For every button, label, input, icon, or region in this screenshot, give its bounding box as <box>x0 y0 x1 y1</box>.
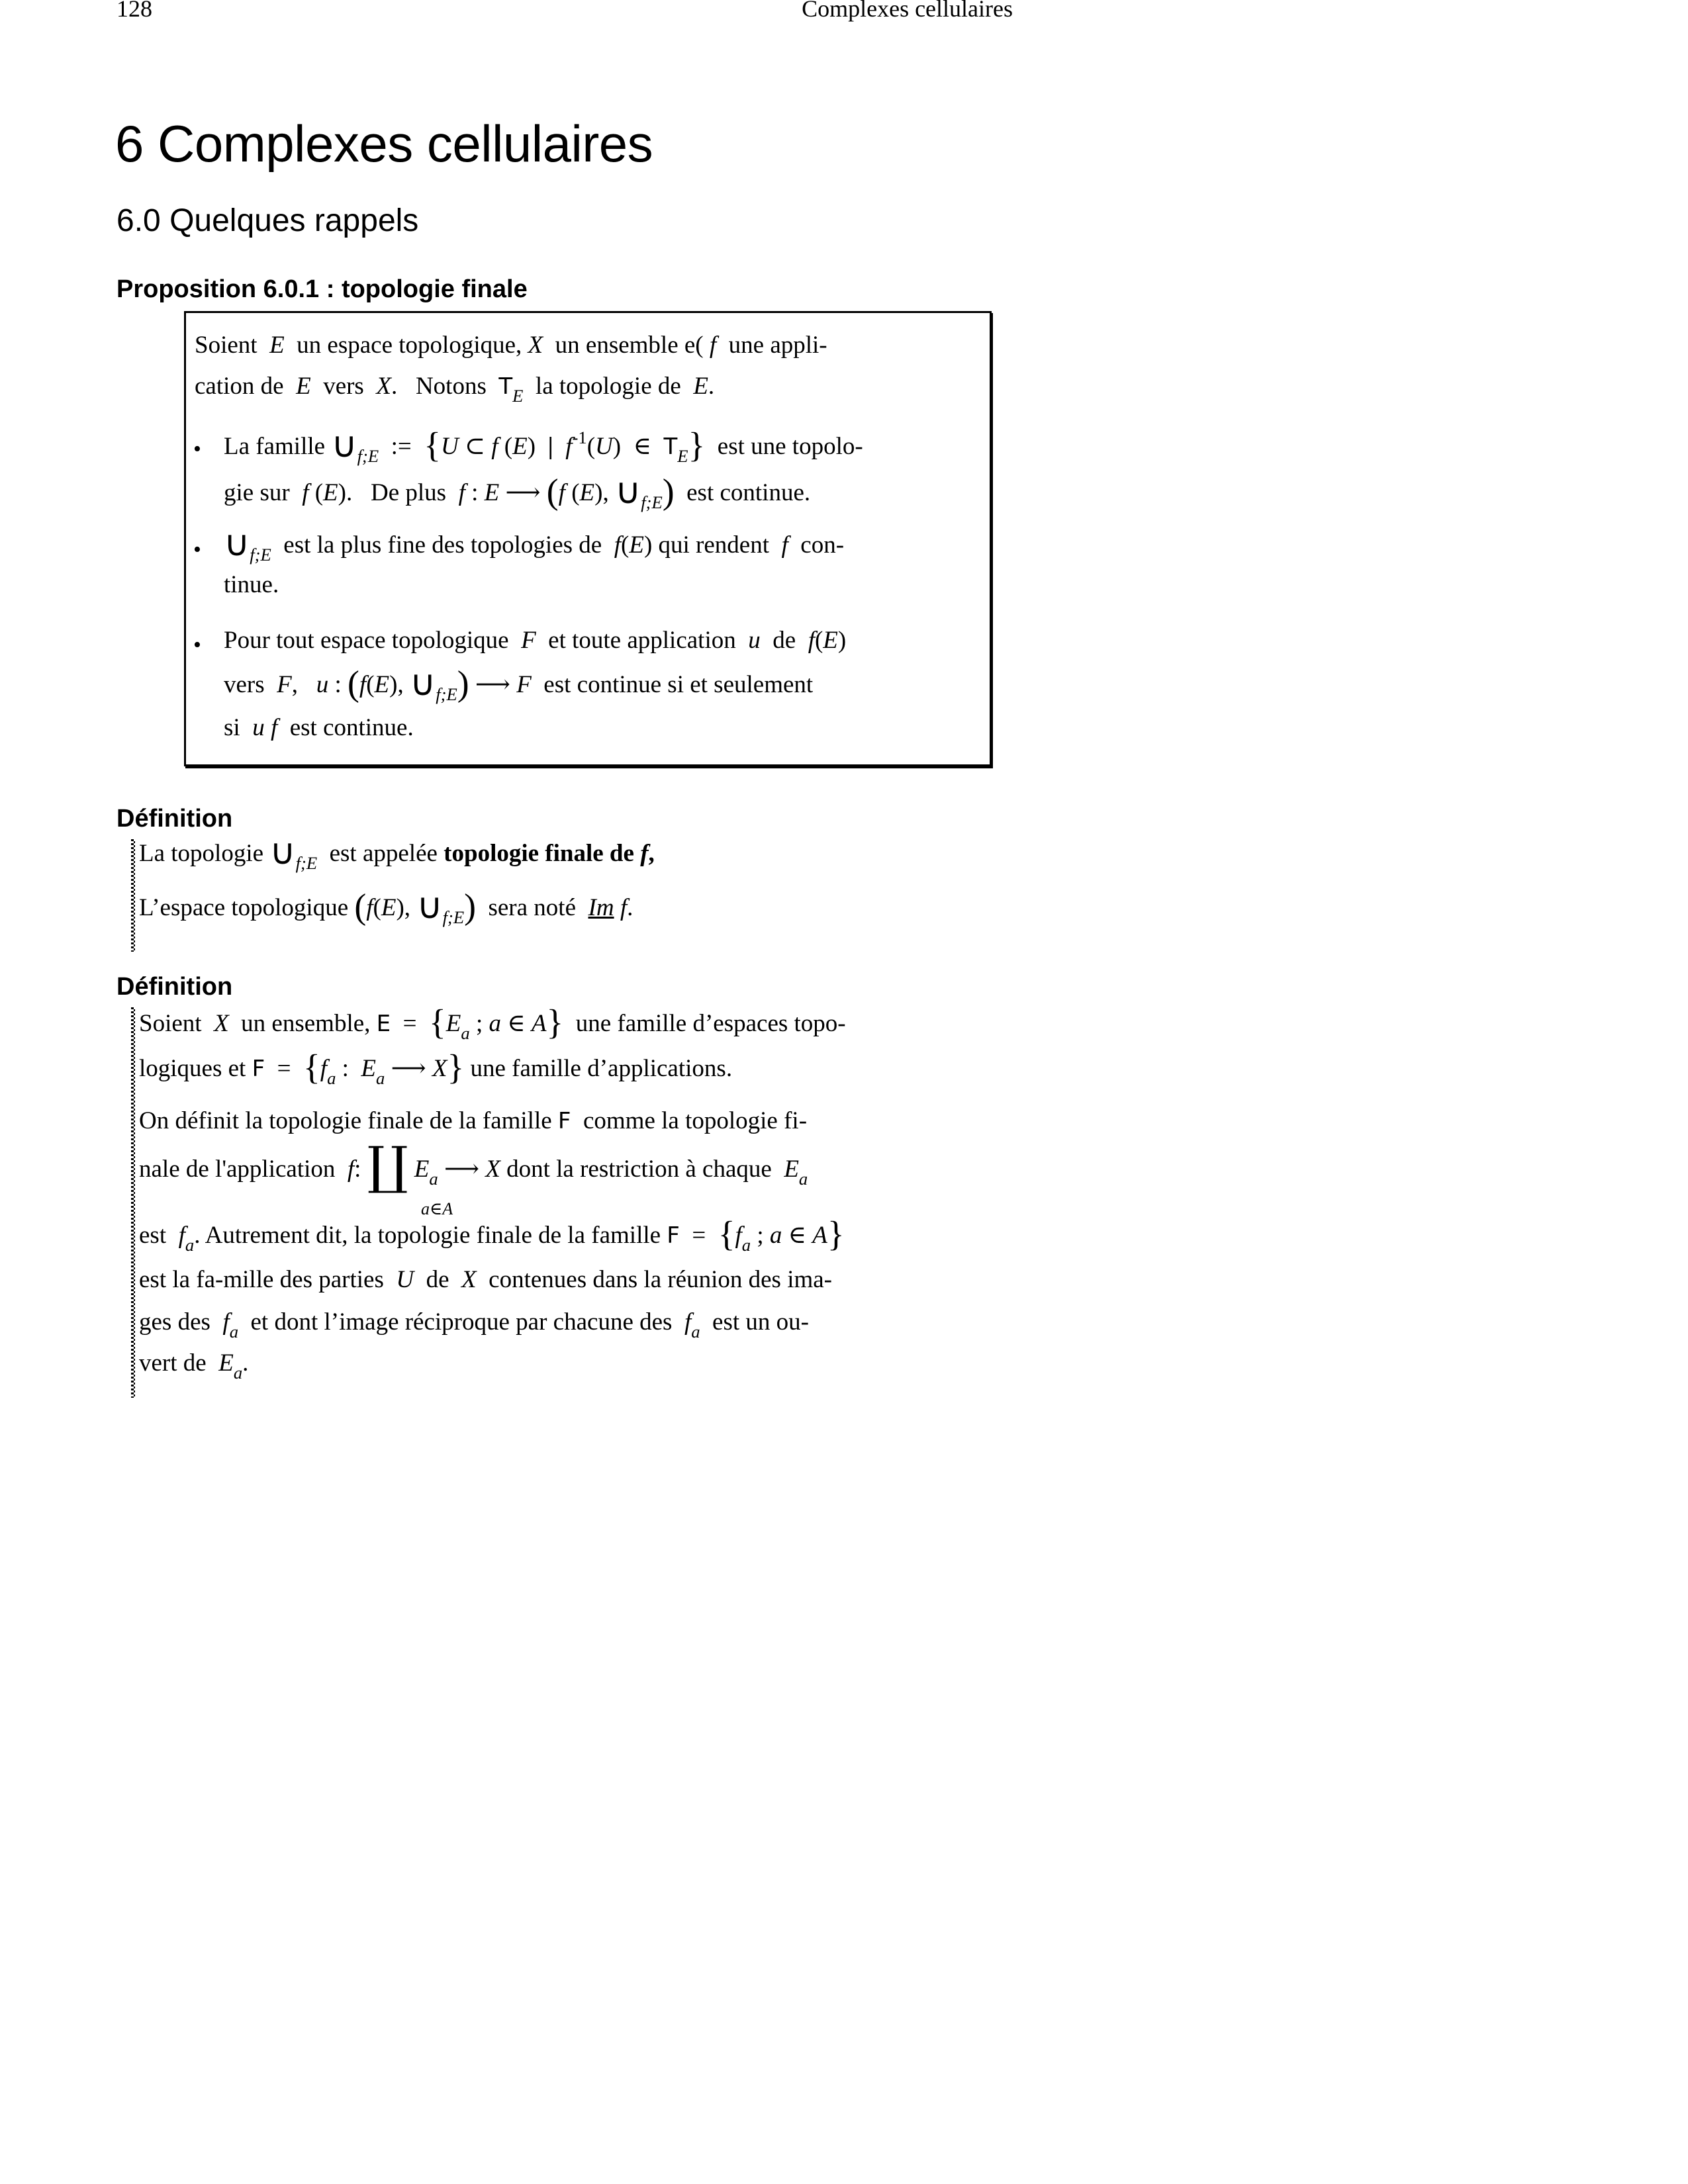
definition-2-line-1: Soient X un ensemble, $E = \{E_a$ ; a ∈ A} une famille d’espaces topo- <box>139 1002 846 1043</box>
definition-2-line-7: ges des $f_a$ et dont l’image réciproque par chacune des $f_a$ est un ou- <box>139 1308 809 1342</box>
definition-1-line-1: La topologie $\cup_{f;E}$ est appelée topologie finale de f, <box>139 831 655 873</box>
coproduct-index: a∈A <box>421 1199 453 1218</box>
bullet-icon: • <box>193 437 201 461</box>
running-header <box>117 0 1013 21</box>
definition-2-line-8: vert de $E_a$. <box>139 1349 249 1383</box>
proposition-intro-line-2: cation de E vers X. Notons $T_E$ la topologie de E. <box>195 373 715 406</box>
definition-2-line-3: On définit la topologie finale de la famille F comme la topologie fi- <box>139 1107 808 1134</box>
bullet-2-line-2: tinue. <box>224 571 279 598</box>
proposition-heading: Proposition 6.0.1 : topologie finale <box>117 275 528 303</box>
page-number: 128 <box>117 0 152 22</box>
bullet-3-line-3: si u f est continue. <box>224 714 414 741</box>
chapter-title: 6 Complexes cellulaires <box>115 114 653 173</box>
definition-2-line-5: est $f_a$. Autrement dit, la topologie finale de la famille $F = \{f_a$ ; a ∈ A} <box>139 1214 845 1255</box>
proposition-intro-line-1: Soient E un espace topologique, X un ensemble e( f une appli- <box>195 332 827 359</box>
bullet-3-line-2: vers F, u : (f(E), $\cup_{f;E}$) ⟶ F est continue si et seulement <box>224 662 814 704</box>
bullet-3-line-1: Pour tout espace topologique F et toute application u de f(E) <box>224 627 847 654</box>
bullet-icon: • <box>193 537 201 562</box>
section-title: 6.0 Quelques rappels <box>117 203 419 238</box>
definition-1-heading: Définition <box>117 805 233 833</box>
definition-1-margin-rule <box>131 839 138 952</box>
definition-2-line-4: nale de l'application f: ∐ $E_a$ ⟶ X dont la restriction à chaque $E_a$ <box>139 1137 808 1195</box>
running-title: Complexes cellulaires <box>802 0 1013 22</box>
bullet-1-line-1: La famille $\cup_{f;E}$ := {U ⊂ f (E) | $f^{-1}(U)$ ∈ $T_E$} est une topolo- <box>224 424 863 466</box>
definition-2-margin-rule <box>131 1007 138 1398</box>
bullet-icon: • <box>193 633 201 657</box>
definition-2-heading: Définition <box>117 973 233 1001</box>
definition-1-line-2: L’espace topologique (f(E), $\cup_{f;E}$) sera noté Im f. <box>139 885 633 927</box>
definition-2-line-6: est la fa-mille des parties U de X contenues dans la réunion des ima- <box>139 1266 833 1293</box>
definition-2-line-2: logiques et $F = \{f_a$ : $E_a$ ⟶ X} une famille d’applications. <box>139 1047 733 1088</box>
bullet-1-line-2: gie sur f (E). De plus f : E ⟶ (f (E), $\cup_{f;E}$) est continue. <box>224 470 811 512</box>
bullet-2-line-1: $\cup_{f;E}$ est la plus fine des topologies de f(E) qui rendent f con- <box>224 522 845 565</box>
